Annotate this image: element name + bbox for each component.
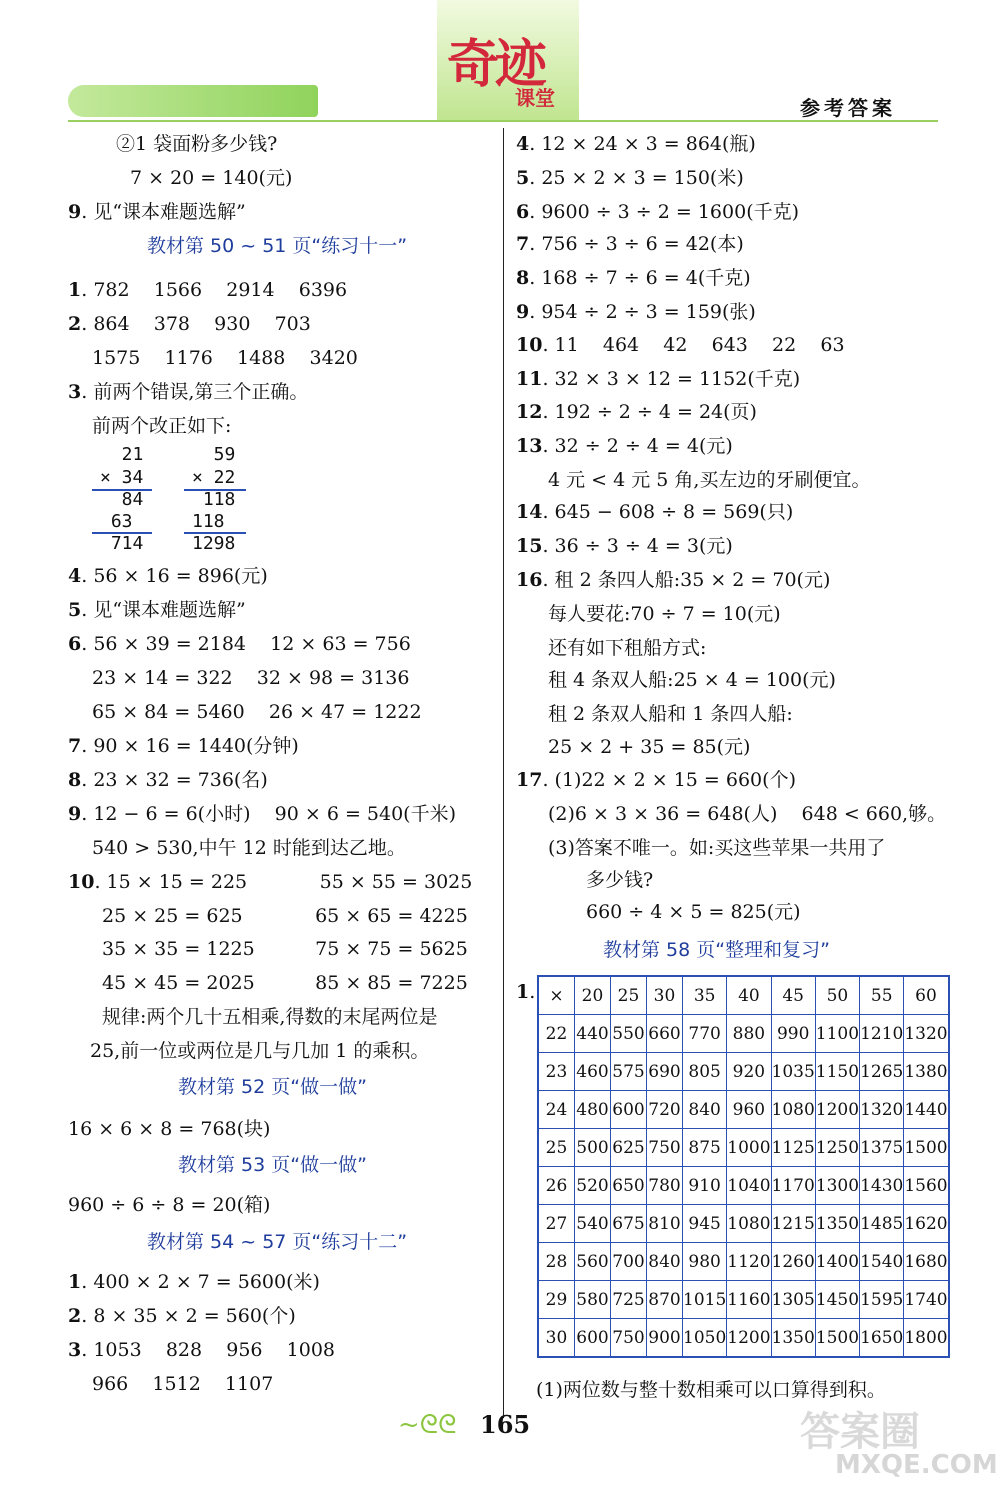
table-cell: 1440 [904, 1091, 949, 1129]
question-number: 8 [516, 267, 530, 289]
right-answer-line [516, 232, 744, 256]
answer-text: . 56 × 39 = 2184 12 × 63 = 756 [81, 633, 411, 655]
question-number: 9 [516, 301, 530, 323]
table-cell: 1485 [860, 1205, 904, 1243]
left-answer-line [102, 1005, 437, 1029]
table-cell: 500 [575, 1129, 611, 1167]
answer-text: . 9600 ÷ 3 ÷ 2 = 1600(千克) [529, 201, 800, 223]
table-cell: 840 [647, 1243, 683, 1281]
left-answer-line [68, 278, 347, 302]
question-number: 15 [516, 535, 543, 557]
table-cell: 1015 [683, 1281, 727, 1319]
right-answer-line [548, 636, 706, 660]
table-cell: 45 [771, 976, 815, 1015]
answer-text: 还有如下租船方式: [548, 637, 707, 659]
answer-text: . 12 − 6 = 6(小时) 90 × 6 = 540(千米) [81, 803, 457, 825]
left-answer-line [68, 1338, 335, 1362]
left-answer-line [68, 802, 456, 826]
table-cell: 920 [727, 1053, 771, 1091]
left-answer-line [90, 1039, 429, 1063]
question-number: 13 [516, 435, 543, 457]
right-answer-line [548, 602, 781, 626]
table-cell: 520 [575, 1167, 611, 1205]
right-answer-line [536, 1378, 886, 1402]
table-cell: 25 [538, 1129, 575, 1167]
question-number: 17 [516, 769, 543, 791]
table-cell: 805 [683, 1053, 727, 1091]
table-cell: 1430 [860, 1167, 904, 1205]
answer-text: . 12 × 24 × 3 = 864(瓶) [529, 133, 756, 155]
answer-text: . 前两个错误,第三个正确。 [81, 381, 309, 403]
answer-text: . 32 × 3 × 12 = 1152(千克) [542, 368, 801, 390]
question-number: 3 [68, 1339, 82, 1361]
answer-text: 960 ÷ 6 ÷ 8 = 20(箱) [68, 1194, 271, 1216]
calc-b-row2: × 22 [192, 467, 236, 488]
answer-text: . 168 ÷ 7 ÷ 6 = 4(千克) [529, 267, 751, 289]
answer-text: 每人要花:70 ÷ 7 = 10(元) [548, 603, 781, 625]
table-cell: 40 [727, 976, 771, 1015]
table-cell: 1215 [771, 1205, 815, 1243]
calc-a-row1: 21 [100, 444, 144, 465]
table-cell: 1040 [727, 1167, 771, 1205]
table-row [538, 1129, 949, 1167]
left-answer-line [68, 564, 268, 588]
table-cell: 1260 [771, 1243, 815, 1281]
left-answer-line [92, 666, 409, 690]
table-cell: 1380 [904, 1053, 949, 1091]
table-cell: 945 [683, 1205, 727, 1243]
left-answer-line [92, 414, 231, 438]
calc-a-row4: 63 [100, 511, 133, 532]
watermark-logo: 答案圈 [800, 1409, 920, 1455]
table-cell: 1210 [860, 1015, 904, 1053]
answer-text: 65 × 84 = 5460 26 × 47 = 1222 [92, 701, 422, 723]
table-cell: 810 [647, 1205, 683, 1243]
right-answer-line [548, 468, 870, 492]
answer-text: 多少钱? [586, 869, 654, 891]
page-number: 165 [480, 1410, 531, 1439]
table-row [538, 1281, 949, 1319]
question-number: 3 [68, 381, 82, 403]
page-heading: 参考答案 [800, 96, 896, 120]
table-cell: 1620 [904, 1205, 949, 1243]
table-cell: 60 [904, 976, 949, 1015]
watermark-url: MXQE.COM [835, 1450, 998, 1480]
calc-a-row5: 714 [100, 533, 144, 554]
table-cell: 23 [538, 1053, 575, 1091]
question-number: 7 [68, 735, 82, 757]
table-cell: 1035 [771, 1053, 815, 1091]
table-cell: 1540 [860, 1243, 904, 1281]
question-number: 5 [68, 599, 82, 621]
table-header-row [538, 976, 949, 1015]
table-cell: 1595 [860, 1281, 904, 1319]
table-cell: 29 [538, 1281, 575, 1319]
answer-text: . 32 ÷ 2 ÷ 4 = 4(元) [542, 435, 733, 457]
table-cell: 1150 [815, 1053, 859, 1091]
table-cell: 1320 [904, 1015, 949, 1053]
right-answer-line [516, 768, 796, 792]
logo-main-text: 奇迹 [447, 35, 544, 95]
left-answer-line [68, 1117, 270, 1141]
table-cell: 1120 [727, 1243, 771, 1281]
table-cell: 1650 [860, 1319, 904, 1358]
table-cell: 1125 [771, 1129, 815, 1167]
question-number: 1 [68, 1271, 82, 1293]
left-answer-line [68, 380, 308, 404]
left-section-heading: 教材第 53 页“做一做” [178, 1154, 367, 1176]
table-cell: 25 [611, 976, 647, 1015]
question-number: 6 [516, 201, 530, 223]
calc-b-row4: 118 [192, 511, 225, 532]
answer-text: 前两个改正如下: [92, 415, 232, 437]
table-cell: 1560 [904, 1167, 949, 1205]
table-cell: 1265 [860, 1053, 904, 1091]
answer-text: . 36 ÷ 3 ÷ 4 = 3(元) [542, 535, 733, 557]
table-cell: 55 [860, 976, 904, 1015]
answer-text: 25,前一位或两位是几与几加 1 的乘积。 [90, 1040, 430, 1062]
answer-text: . 23 × 32 = 736(名) [81, 769, 268, 791]
calc-a-row2: × 34 [100, 467, 144, 488]
answer-text: 540 > 530,中午 12 时能到达乙地。 [92, 837, 406, 859]
answer-text: 1575 1176 1488 3420 [92, 347, 358, 369]
table-row [538, 1053, 949, 1091]
answer-text: . 15 × 15 = 225 55 × 55 = 3025 [94, 871, 473, 893]
left-answer-line [92, 346, 358, 370]
answer-text: . 782 1566 2914 6396 [81, 279, 348, 301]
calc-b-row5: 1298 [192, 533, 236, 554]
right-answer-line [548, 702, 793, 726]
answer-text: 966 1512 1107 [92, 1373, 274, 1395]
table-cell: 900 [647, 1319, 683, 1358]
left-answer-line [116, 132, 277, 156]
table-cell: 750 [647, 1129, 683, 1167]
answer-text: (1)两位数与整十数相乘可以口算得到积。 [536, 1379, 886, 1401]
table-cell: 1080 [771, 1091, 815, 1129]
table-cell: 1200 [815, 1091, 859, 1129]
right-answer-line [586, 900, 801, 924]
table-cell: 1450 [815, 1281, 859, 1319]
table-cell: 720 [647, 1091, 683, 1129]
answer-text: . 90 × 16 = 1440(分钟) [81, 735, 299, 757]
left-answer-line [92, 1372, 273, 1396]
table-cell: 560 [575, 1243, 611, 1281]
answer-text: 23 × 14 = 322 32 × 98 = 3136 [92, 667, 410, 689]
table-cell: 660 [647, 1015, 683, 1053]
answer-text: 7 × 20 = 140(元) [130, 167, 293, 189]
right-answer-line [516, 500, 793, 524]
question-number: 12 [516, 401, 543, 423]
table-cell: 440 [575, 1015, 611, 1053]
table-cell: 26 [538, 1167, 575, 1205]
question-number: 10 [516, 334, 543, 356]
table-cell: 22 [538, 1015, 575, 1053]
answer-text: . 25 × 2 × 3 = 150(米) [529, 167, 744, 189]
left-answer-line [130, 166, 292, 190]
question-number: 11 [516, 368, 543, 390]
right-answer-line [516, 534, 733, 558]
table-cell: 750 [611, 1319, 647, 1358]
right-section-heading: 教材第 58 页“整理和复习” [603, 939, 830, 961]
multiplication-table [537, 975, 950, 1358]
table-cell: 725 [611, 1281, 647, 1319]
right-answer-line [516, 367, 800, 391]
table-cell: 1350 [815, 1205, 859, 1243]
question-number: 7 [516, 233, 530, 255]
left-answer-line [102, 904, 468, 928]
left-answer-line [92, 700, 422, 724]
right-answer-line [586, 868, 653, 892]
table-cell: 540 [575, 1205, 611, 1243]
left-answer-line [68, 1270, 320, 1294]
right-answer-line [516, 400, 757, 424]
footer-swirl-ornament: ~ᘓᘓ [398, 1410, 457, 1440]
question-number: 4 [516, 133, 530, 155]
calc-b-row3: 118 [192, 489, 236, 510]
table-cell: 960 [727, 1091, 771, 1129]
answer-text: . 954 ÷ 2 ÷ 3 = 159(张) [529, 301, 756, 323]
answer-text: 租 4 条双人船:25 × 4 = 100(元) [548, 669, 836, 691]
question-number: 14 [516, 501, 543, 523]
left-answer-line [68, 200, 246, 224]
table-row [538, 1205, 949, 1243]
table-cell: 690 [647, 1053, 683, 1091]
answer-text: . [529, 981, 536, 1003]
question-number: 1 [516, 981, 530, 1003]
table-cell: 580 [575, 1281, 611, 1319]
question-number: 4 [68, 565, 82, 587]
answer-text: 45 × 45 = 2025 85 × 85 = 7225 [102, 972, 468, 994]
table-cell: 980 [683, 1243, 727, 1281]
table-cell: 1375 [860, 1129, 904, 1167]
table-cell: 27 [538, 1205, 575, 1243]
answer-text: 25 × 25 = 625 65 × 65 = 4225 [102, 905, 468, 927]
table-cell: 575 [611, 1053, 647, 1091]
table-cell: 1200 [727, 1319, 771, 1358]
answer-text: . 192 ÷ 2 ÷ 4 = 24(页) [542, 401, 757, 423]
left-answer-line [68, 734, 299, 758]
right-answer-line [516, 980, 535, 1004]
table-cell: 1740 [904, 1281, 949, 1319]
table-cell: 1320 [860, 1091, 904, 1129]
table-cell: 460 [575, 1053, 611, 1091]
table-cell: 1305 [771, 1281, 815, 1319]
table-cell: 990 [771, 1015, 815, 1053]
table-cell: 35 [683, 976, 727, 1015]
left-section-heading: 教材第 52 页“做一做” [178, 1076, 367, 1098]
table-row [538, 1091, 949, 1129]
right-answer-line [516, 434, 733, 458]
left-answer-line [68, 870, 472, 894]
answer-text: . 864 378 930 703 [81, 313, 311, 335]
answer-text: . 56 × 16 = 896(元) [81, 565, 268, 587]
right-answer-line [516, 266, 751, 290]
question-number: 1 [68, 279, 82, 301]
table-row [538, 1243, 949, 1281]
answer-text: . 8 × 35 × 2 = 560(个) [81, 1305, 296, 1327]
answer-text: 25 × 2 + 35 = 85(元) [548, 736, 751, 758]
left-answer-line [68, 312, 311, 336]
right-answer-line [548, 836, 885, 860]
table-cell: 1500 [815, 1319, 859, 1358]
table-cell: 1350 [771, 1319, 815, 1358]
table-cell: 870 [647, 1281, 683, 1319]
answer-text: 35 × 35 = 1225 75 × 75 = 5625 [102, 938, 468, 960]
right-answer-line [548, 668, 836, 692]
table-cell: 1100 [815, 1015, 859, 1053]
question-number: 8 [68, 769, 82, 791]
right-answer-line [516, 568, 830, 592]
answer-text: 租 2 条双人船和 1 条四人船: [548, 703, 793, 725]
question-number: 2 [68, 1305, 82, 1327]
question-number: 16 [516, 569, 543, 591]
table-cell: 30 [538, 1319, 575, 1358]
table-row [538, 1319, 949, 1358]
table-cell: 700 [611, 1243, 647, 1281]
answer-text: (2)6 × 3 × 36 = 648(人) 648 < 660,够。 [548, 803, 947, 825]
left-section-heading: 教材第 50 ~ 51 页“练习十一” [147, 235, 408, 257]
answer-text: . 见“课本难题选解” [81, 201, 246, 223]
left-answer-line [92, 836, 406, 860]
table-row [538, 1015, 949, 1053]
table-cell: 550 [611, 1015, 647, 1053]
table-cell: 50 [815, 976, 859, 1015]
answer-text: . 见“课本难题选解” [81, 599, 246, 621]
answer-text: . 756 ÷ 3 ÷ 6 = 42(本) [529, 233, 744, 255]
table-cell: 840 [683, 1091, 727, 1129]
answer-text: 16 × 6 × 8 = 768(块) [68, 1118, 271, 1140]
right-answer-line [516, 132, 756, 156]
table-cell: 880 [727, 1015, 771, 1053]
right-answer-line [516, 200, 799, 224]
table-cell: 910 [683, 1167, 727, 1205]
answer-text: ②1 袋面粉多少钱? [116, 133, 278, 155]
question-number: 6 [68, 633, 82, 655]
answer-text: . (1)22 × 2 × 15 = 660(个) [542, 769, 796, 791]
left-answer-line [102, 971, 468, 995]
right-answer-line [516, 300, 756, 324]
calc-b-row1: 59 [192, 444, 236, 465]
answer-text: 规律:两个几十五相乘,得数的末尾两位是 [102, 1006, 438, 1028]
table-cell: 480 [575, 1091, 611, 1129]
table-cell: 1500 [904, 1129, 949, 1167]
table-cell: 1680 [904, 1243, 949, 1281]
question-number: 9 [68, 803, 82, 825]
table-cell: 28 [538, 1243, 575, 1281]
left-answer-line [68, 768, 268, 792]
table-cell: 1400 [815, 1243, 859, 1281]
right-answer-line [516, 333, 845, 357]
left-answer-line [68, 632, 411, 656]
question-number: 10 [68, 871, 95, 893]
table-cell: 1050 [683, 1319, 727, 1358]
left-section-heading: 教材第 54 ~ 57 页“练习十二” [147, 1231, 408, 1253]
table-row [538, 1167, 949, 1205]
table-cell: 600 [611, 1091, 647, 1129]
right-answer-line [516, 166, 744, 190]
table-cell: 625 [611, 1129, 647, 1167]
right-answer-line [548, 802, 946, 826]
table-cell: 875 [683, 1129, 727, 1167]
answer-text: 660 ÷ 4 × 5 = 825(元) [586, 901, 801, 923]
question-number: 9 [68, 201, 82, 223]
table-cell: 1000 [727, 1129, 771, 1167]
table-cell: 24 [538, 1091, 575, 1129]
table-cell: 1160 [727, 1281, 771, 1319]
table-cell: 600 [575, 1319, 611, 1358]
table-cell: × [538, 976, 575, 1015]
table-cell: 1800 [904, 1319, 949, 1358]
table-cell: 1250 [815, 1129, 859, 1167]
answer-text: . 租 2 条四人船:35 × 2 = 70(元) [542, 569, 831, 591]
answer-text: . 400 × 2 × 7 = 5600(米) [81, 1271, 320, 1293]
left-answer-line [68, 1304, 296, 1328]
table-cell: 780 [647, 1167, 683, 1205]
table-cell: 1170 [771, 1167, 815, 1205]
left-answer-line [68, 1193, 270, 1217]
left-answer-line [102, 937, 468, 961]
table-cell: 30 [647, 976, 683, 1015]
right-answer-line [548, 735, 750, 759]
left-answer-line [68, 598, 246, 622]
table-cell: 770 [683, 1015, 727, 1053]
answer-text: (3)答案不唯一。如:买这些苹果一共用了 [548, 837, 886, 859]
answer-text: . 1053 828 956 1008 [81, 1339, 336, 1361]
answer-text: . 645 − 608 ÷ 8 = 569(只) [542, 501, 794, 523]
answer-text: . 11 464 42 643 22 63 [542, 334, 845, 356]
table-cell: 675 [611, 1205, 647, 1243]
table-cell: 1300 [815, 1167, 859, 1205]
table-cell: 1080 [727, 1205, 771, 1243]
question-number: 5 [516, 167, 530, 189]
calc-a-row3: 84 [100, 489, 144, 510]
question-number: 2 [68, 313, 82, 335]
table-cell: 20 [575, 976, 611, 1015]
table-cell: 650 [611, 1167, 647, 1205]
brand-logo [437, 0, 579, 122]
logo-sub-text: 课堂 [515, 86, 555, 110]
header-decoration-band [68, 85, 318, 117]
column-divider [503, 128, 504, 1418]
answer-text: 4 元 < 4 元 5 角,买左边的牙刷便宜。 [548, 469, 871, 491]
